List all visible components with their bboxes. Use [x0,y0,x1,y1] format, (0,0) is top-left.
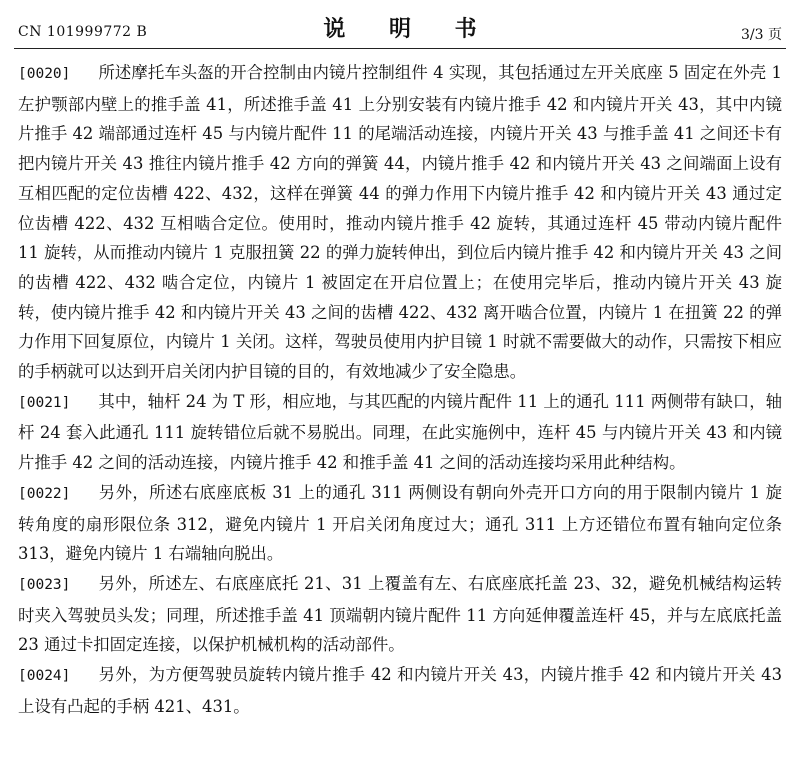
paragraph-text: 另外，为方便驾驶员旋转内镜片推手 42 和内镜片开关 43，内镜片推手 42 和内镜片开关 43 上设有凸起的手柄 421、431。 [18,665,782,716]
paragraph-number: [0021] [18,394,71,411]
page-number: 3/3 页 [741,27,782,43]
paragraph-text: 其中，轴杆 24 为 T 形，相应地，与其匹配的内镜片配件 11 上的通孔 111 两侧带有缺口，轴杆 24 套入此通孔 111 旋转错位后就不易脱出。同理，在此实施例中，连杆 45 与内镜片开关 43 和内镜片推手 42 之间的活动连接，内镜片推手 42 和推手盖 41 之间的活动连接均采用此种结构。 [18,391,782,473]
patent-number: CN 101999772 B [18,24,148,40]
paragraph-number: [0022] [18,485,71,502]
page-title: 说 明 书 [323,16,495,42]
document-body [18,58,782,721]
paragraph-0022 [18,478,782,569]
paragraph-0020 [18,58,782,387]
paragraph-number: [0020] [18,66,71,82]
paragraph-text: 另外，所述左、右底座底托 21、31 上覆盖有左、右底座底托盖 23、32，避免机械结构运转时夹入驾驶员头发；同理，所述推手盖 41 顶端朝内镜片配件 11 方向延伸覆盖连杆 45，并与左底底托盖 23 通过卡扣固定连接，以保护机械机构的活动部件。 [18,573,782,655]
paragraph-0023 [18,569,782,660]
paragraph-number: [0023] [18,576,71,593]
header-divider [14,48,786,49]
paragraph-number: [0024] [18,668,71,685]
paragraph-text: 另外，所述右底座底板 31 上的通孔 311 两侧设有朝向外壳开口方向的用于限制内镜片 1 旋转角度的扇形限位条 312，避免内镜片 1 开启关闭角度过大；通孔 311 上方还错位布置有轴向定位条 313，避免内镜片 1 右端轴向脱出。 [18,482,782,564]
paragraph-text: 所述摩托车头盔的开合控制由内镜片控制组件 4 实现，其包括通过左开关底座 5 固定在外壳 1 左护颚部内壁上的推手盖 41，所述推手盖 41 上分别安装有内镜片推手 42 和内镜片开关 43，其中内镜片推手 42 端部通过连杆 45 与内镜片配件 11 的尾端活动连接，内镜片开关 43 与推手盖 41 之间还卡有把内镜片开关 43 推往内镜片推手 42 方向的弹簧 44，内镜片推手 42 和内镜片开关 43 之间端面上设有互相匹配的定位齿槽 422、432，这样在弹簧 44 的弹力作用下内镜片推手 42 和内镜片开关 43 通过定位齿槽 422、432 互相啮合定位。使用时，推动内镜片推手 42 旋转，其通过连杆 45 带动内镜片配件 11 旋转，从而推动内镜片 1 克服扭簧 22 的弹力旋转伸出，到位后内镜片推手 42 和内镜片开关 43 之间的齿槽 422、432 啮合定位，内镜片 1 被固定在开启位置上；在使用完毕后，推动内镜片开关 43 旋转，使内镜片推手 42 和内镜片开关 43 之间的齿槽 422、432 离开啮合位置，内镜片 1 在扭簧 22 的弹力作用下回复原位，内镜片 1 关闭。这样，驾驶员使用内护目镜 1 时就不需要做大的动作，只需按下相应的手柄就可以达到开启关闭内护目镜的目的，有效地减少了安全隐患。 [18,63,782,382]
page-header [14,8,786,46]
paragraph-0024 [18,660,782,721]
paragraph-0021 [18,387,782,478]
